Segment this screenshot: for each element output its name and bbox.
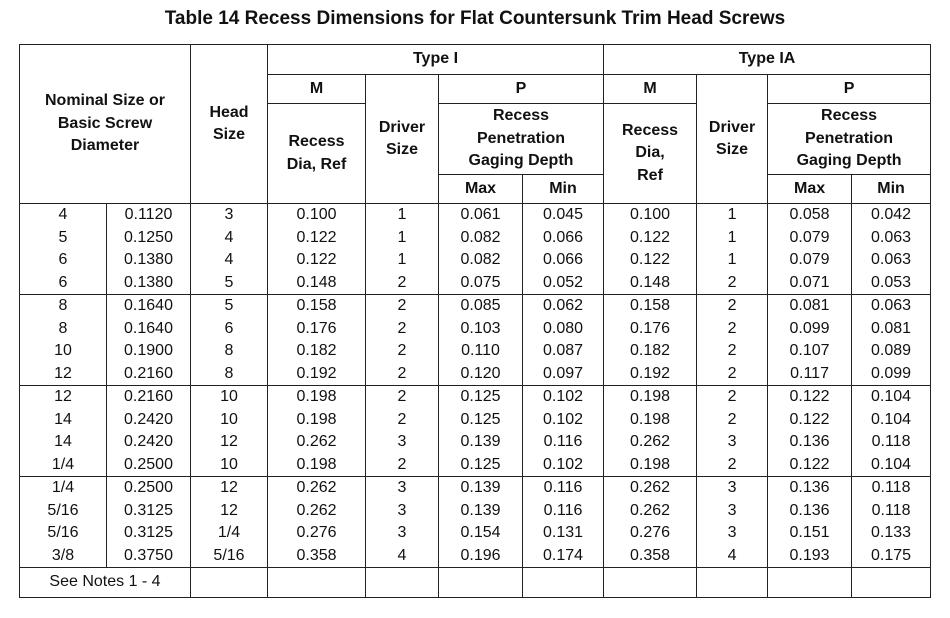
basic-diameter-value: 0.1250 — [124, 228, 173, 246]
basic-diameter-value: 0.3125 — [124, 524, 173, 541]
nominal-size-value: 14 — [54, 410, 72, 428]
head-size-value: 12 — [220, 479, 238, 496]
type-ia-driver-size-value: 1 — [727, 251, 737, 268]
type-ia-pen-min-value: 0.063 — [871, 228, 912, 246]
type-ia-pen-max-value: 0.058 — [789, 206, 830, 223]
type-ia-driver-size-value: 2 — [727, 388, 737, 405]
type-i-recess-dia-cell — [268, 204, 366, 295]
type-i-pen-min-value: 0.102 — [542, 455, 584, 473]
type-i-recess-dia-value: 0.100 — [296, 206, 337, 223]
type-i-pen-min-value: 0.097 — [542, 364, 584, 382]
head-size-cell — [191, 386, 268, 477]
type-ia-recess-dia-value: 0.358 — [630, 546, 671, 564]
nominal-size-value: 3/8 — [51, 546, 75, 564]
type-i-pen-max-value: 0.196 — [460, 546, 501, 564]
type-i-driver-size-value: 1 — [397, 228, 407, 246]
head-size-value: 8 — [224, 364, 234, 382]
type-i-recess-dia-value: 0.276 — [296, 524, 337, 541]
basic-diameter-cell — [107, 204, 191, 295]
head-size-value: 10 — [220, 455, 238, 473]
header-type-ia-m: M — [604, 75, 697, 104]
basic-diameter-value: 0.2500 — [124, 479, 173, 496]
type-ia-driver-size-value: 1 — [727, 228, 737, 246]
head-size-value: 6 — [224, 319, 234, 337]
basic-diameter-value: 0.1120 — [124, 206, 173, 223]
table-body — [20, 45, 931, 598]
table-row-group — [20, 477, 931, 568]
head-size-value: 5 — [224, 297, 234, 314]
type-i-driver-size-value: 2 — [397, 319, 407, 337]
header-type-ia-min: Min — [852, 175, 931, 204]
head-size-value: 3 — [224, 206, 234, 223]
head-size-value: 4 — [224, 228, 234, 246]
type-ia-driver-size-value: 3 — [727, 433, 737, 450]
head-size-cell — [191, 204, 268, 295]
type-ia-recess-dia-value: 0.198 — [630, 410, 671, 428]
type-i-driver-size-value: 1 — [397, 206, 407, 223]
type-ia-recess-dia-value: 0.158 — [630, 297, 671, 314]
type-i-driver-size-cell — [366, 204, 439, 295]
type-ia-recess-dia-value: 0.182 — [630, 342, 671, 359]
type-ia-pen-max-value: 0.079 — [789, 251, 830, 268]
type-ia-pen-min-value: 0.063 — [871, 251, 912, 268]
header-type-i-recess-penetration: Recess Penetration Gaging Depth — [439, 104, 604, 175]
header-type-ia-driver-size: Driver Size — [697, 75, 768, 204]
type-i-pen-min-value: 0.174 — [542, 546, 584, 564]
type-i-recess-dia-cell — [268, 477, 366, 568]
type-ia-pen-min-value: 0.104 — [871, 455, 912, 473]
type-ia-recess-dia-cell — [604, 386, 697, 477]
type-ia-driver-size-value: 2 — [727, 364, 737, 382]
type-i-pen-min-value: 0.087 — [542, 342, 584, 359]
type-i-recess-dia-value: 0.262 — [296, 501, 337, 519]
nominal-size-value: 6 — [58, 251, 68, 268]
type-i-recess-dia-cell — [268, 386, 366, 477]
type-ia-pen-max-cell — [768, 477, 852, 568]
type-ia-pen-max-value: 0.117 — [790, 364, 829, 382]
head-size-cell — [191, 295, 268, 386]
basic-diameter-value: 0.1640 — [124, 319, 173, 337]
nominal-size-cell — [20, 204, 107, 295]
head-size-value: 12 — [220, 433, 238, 450]
type-i-recess-dia-value: 0.198 — [296, 455, 337, 473]
type-ia-recess-dia-value: 0.176 — [630, 319, 671, 337]
type-ia-driver-size-cell — [697, 204, 768, 295]
type-i-pen-min-value: 0.116 — [543, 433, 583, 450]
type-i-driver-size-value: 3 — [397, 524, 407, 541]
type-ia-pen-min-cell — [852, 295, 931, 386]
type-ia-pen-max-cell — [768, 386, 852, 477]
empty-cell — [852, 568, 931, 598]
table-row-group — [20, 386, 931, 477]
empty-cell — [439, 568, 523, 598]
empty-cell — [268, 568, 366, 598]
type-ia-pen-min-value: 0.053 — [871, 273, 912, 291]
basic-diameter-value: 0.2160 — [124, 364, 173, 382]
type-ia-driver-size-cell — [697, 295, 768, 386]
type-i-recess-dia-value: 0.262 — [296, 433, 337, 450]
type-ia-pen-min-value: 0.104 — [871, 410, 912, 428]
head-size-value: 5/16 — [213, 546, 245, 564]
type-i-pen-max-cell — [439, 295, 523, 386]
empty-cell — [768, 568, 852, 598]
type-i-pen-max-cell — [439, 477, 523, 568]
type-ia-pen-max-value: 0.122 — [789, 410, 830, 428]
type-ia-driver-size-cell — [697, 477, 768, 568]
type-ia-pen-min-value: 0.063 — [871, 297, 912, 314]
head-size-value: 4 — [224, 251, 234, 268]
nominal-size-cell — [20, 295, 107, 386]
type-i-pen-min-value: 0.045 — [542, 206, 584, 223]
nominal-size-value: 4 — [58, 206, 68, 223]
type-ia-driver-size-value: 2 — [727, 342, 737, 359]
type-ia-driver-size-value: 4 — [727, 546, 737, 564]
type-ia-pen-max-value: 0.193 — [789, 546, 830, 564]
basic-diameter-value: 0.2500 — [124, 455, 173, 473]
type-i-driver-size-value: 2 — [397, 297, 407, 314]
type-i-driver-size-cell — [366, 295, 439, 386]
type-i-driver-size-value: 1 — [397, 251, 407, 268]
empty-cell — [191, 568, 268, 598]
type-ia-pen-min-cell — [852, 386, 931, 477]
header-type-i-p: P — [439, 75, 604, 104]
type-i-driver-size-value: 4 — [397, 546, 407, 564]
type-i-recess-dia-value: 0.182 — [296, 342, 337, 359]
type-i-recess-dia-value: 0.198 — [296, 410, 337, 428]
type-ia-pen-max-value: 0.136 — [789, 501, 830, 519]
type-i-pen-max-value: 0.082 — [460, 251, 501, 268]
empty-cell — [697, 568, 768, 598]
head-size-value: 10 — [220, 410, 238, 428]
type-i-pen-min-value: 0.116 — [543, 501, 583, 519]
table-title: Table 14 Recess Dimensions for Flat Countersunk Trim Head Screws — [164, 8, 786, 29]
type-ia-recess-dia-value: 0.192 — [630, 364, 671, 382]
type-ia-driver-size-value: 3 — [727, 479, 737, 496]
type-i-pen-max-value: 0.125 — [460, 388, 501, 405]
type-ia-pen-max-value: 0.099 — [789, 319, 830, 337]
type-ia-pen-min-value: 0.089 — [871, 342, 912, 359]
basic-diameter-value: 0.1380 — [124, 251, 173, 268]
header-type-i: Type I — [268, 45, 604, 75]
type-i-driver-size-value: 2 — [397, 388, 407, 405]
type-i-pen-max-value: 0.154 — [460, 524, 501, 541]
nominal-size-value: 5 — [58, 228, 68, 246]
header-type-i-min: Min — [523, 175, 604, 204]
empty-cell — [523, 568, 604, 598]
basic-diameter-value: 0.1380 — [124, 273, 173, 291]
head-size-value: 10 — [220, 388, 238, 405]
type-ia-pen-max-value: 0.107 — [789, 342, 830, 359]
nominal-size-cell — [20, 477, 107, 568]
type-i-driver-size-value: 2 — [397, 410, 407, 428]
header-type-i-m: M — [268, 75, 366, 104]
type-i-recess-dia-value: 0.198 — [296, 388, 337, 405]
basic-diameter-value: 0.2420 — [124, 410, 173, 428]
empty-cell — [366, 568, 439, 598]
type-i-pen-max-value: 0.110 — [461, 342, 500, 359]
type-ia-recess-dia-value: 0.198 — [630, 388, 671, 405]
type-ia-pen-min-value: 0.133 — [871, 524, 912, 541]
type-i-driver-size-value: 2 — [397, 273, 407, 291]
head-size-value: 1/4 — [217, 524, 241, 541]
type-ia-pen-min-value: 0.099 — [871, 364, 912, 382]
type-ia-recess-dia-value: 0.122 — [630, 251, 671, 268]
type-i-pen-max-value: 0.082 — [460, 228, 501, 246]
type-i-driver-size-value: 3 — [397, 501, 407, 519]
type-ia-driver-size-value: 3 — [727, 524, 737, 541]
nominal-size-value: 1/4 — [51, 455, 75, 473]
type-ia-pen-max-value: 0.136 — [789, 433, 830, 450]
type-i-recess-dia-value: 0.192 — [296, 364, 337, 382]
type-ia-driver-size-value: 2 — [727, 273, 737, 291]
basic-diameter-value: 0.3125 — [124, 501, 173, 519]
type-ia-driver-size-value: 2 — [727, 297, 737, 314]
type-ia-pen-max-cell — [768, 295, 852, 386]
type-ia-pen-min-cell — [852, 477, 931, 568]
type-i-pen-max-value: 0.120 — [460, 364, 501, 382]
type-i-recess-dia-value: 0.262 — [296, 479, 337, 496]
type-i-pen-min-value: 0.066 — [542, 251, 584, 268]
head-size-value: 12 — [220, 501, 238, 519]
table-row-group — [20, 295, 931, 386]
type-i-pen-max-value: 0.139 — [460, 479, 501, 496]
type-ia-recess-dia-value: 0.148 — [630, 273, 671, 291]
type-ia-pen-max-value: 0.071 — [789, 273, 830, 291]
type-i-pen-max-value: 0.139 — [460, 433, 501, 450]
notes-text: See Notes 1 - 4 — [20, 568, 191, 598]
type-i-pen-min-value: 0.102 — [542, 410, 584, 428]
basic-diameter-value: 0.2160 — [124, 388, 173, 405]
nominal-size-value: 12 — [54, 388, 72, 405]
type-ia-driver-size-value: 2 — [727, 410, 737, 428]
type-ia-driver-size-value: 2 — [727, 319, 737, 337]
type-i-pen-min-cell — [523, 204, 604, 295]
type-ia-pen-min-cell — [852, 204, 931, 295]
type-i-pen-min-value: 0.131 — [542, 524, 584, 541]
type-ia-pen-min-value: 0.118 — [871, 479, 911, 496]
type-ia-pen-max-value: 0.122 — [789, 455, 830, 473]
type-i-recess-dia-value: 0.158 — [296, 297, 337, 314]
recess-dimensions-table — [19, 44, 931, 598]
type-i-driver-size-value: 3 — [397, 479, 407, 496]
type-i-pen-max-cell — [439, 386, 523, 477]
type-ia-recess-dia-cell — [604, 295, 697, 386]
type-i-pen-min-value: 0.080 — [542, 319, 584, 337]
header-type-ia-p: P — [768, 75, 931, 104]
type-ia-driver-size-cell — [697, 386, 768, 477]
type-ia-pen-min-value: 0.118 — [871, 433, 911, 450]
type-ia-pen-max-value: 0.081 — [789, 297, 830, 314]
type-ia-recess-dia-value: 0.122 — [630, 228, 671, 246]
basic-diameter-value: 0.3750 — [124, 546, 173, 564]
nominal-size-value: 6 — [58, 273, 68, 291]
type-i-pen-min-value: 0.062 — [542, 297, 584, 314]
type-i-recess-dia-value: 0.176 — [296, 319, 337, 337]
type-i-recess-dia-value: 0.122 — [296, 251, 337, 268]
type-ia-driver-size-value: 1 — [727, 206, 737, 223]
type-ia-pen-max-cell — [768, 204, 852, 295]
type-ia-pen-min-value: 0.175 — [871, 546, 912, 564]
type-i-driver-size-cell — [366, 386, 439, 477]
type-ia-recess-dia-value: 0.198 — [630, 455, 671, 473]
type-ia-pen-min-value: 0.042 — [871, 206, 912, 223]
header-type-i-max: Max — [439, 175, 523, 204]
basic-diameter-value: 0.2420 — [124, 433, 173, 450]
type-i-driver-size-value: 2 — [397, 342, 407, 359]
type-i-pen-min-cell — [523, 295, 604, 386]
type-i-pen-max-value: 0.125 — [460, 455, 501, 473]
nominal-size-value: 14 — [54, 433, 72, 450]
type-i-pen-min-value: 0.066 — [542, 228, 584, 246]
header-type-ia: Type IA — [604, 45, 931, 75]
type-i-pen-min-value: 0.116 — [543, 479, 583, 496]
type-ia-pen-min-value: 0.104 — [871, 388, 912, 405]
type-ia-recess-dia-value: 0.262 — [630, 433, 671, 450]
type-i-recess-dia-value: 0.148 — [296, 273, 337, 291]
type-i-pen-max-value: 0.061 — [460, 206, 501, 223]
type-ia-recess-dia-value: 0.276 — [630, 524, 671, 541]
type-ia-recess-dia-value: 0.262 — [630, 501, 671, 519]
basic-diameter-cell — [107, 386, 191, 477]
nominal-size-value: 5/16 — [47, 501, 79, 519]
head-size-value: 8 — [224, 342, 234, 359]
header-type-ia-max: Max — [768, 175, 852, 204]
type-i-pen-max-value: 0.125 — [460, 410, 501, 428]
nominal-size-value: 10 — [54, 342, 72, 359]
type-ia-driver-size-value: 3 — [727, 501, 737, 519]
type-i-recess-dia-value: 0.358 — [296, 546, 337, 564]
type-ia-recess-dia-value: 0.100 — [630, 206, 671, 223]
nominal-size-cell — [20, 386, 107, 477]
basic-diameter-cell — [107, 295, 191, 386]
nominal-size-value: 8 — [58, 319, 68, 337]
type-i-driver-size-cell — [366, 477, 439, 568]
type-i-pen-max-value: 0.139 — [460, 501, 501, 519]
type-i-recess-dia-cell — [268, 295, 366, 386]
basic-diameter-value: 0.1900 — [124, 342, 173, 359]
basic-diameter-value: 0.1640 — [124, 297, 173, 314]
nominal-size-value: 12 — [54, 364, 72, 382]
type-i-pen-min-cell — [523, 386, 604, 477]
type-i-pen-max-value: 0.075 — [460, 273, 501, 291]
type-ia-pen-max-value: 0.151 — [789, 524, 830, 541]
basic-diameter-cell — [107, 477, 191, 568]
type-i-driver-size-value: 3 — [397, 433, 407, 450]
header-type-i-driver-size: Driver Size — [366, 75, 439, 204]
type-i-pen-min-value: 0.102 — [542, 388, 584, 405]
type-i-driver-size-value: 2 — [397, 455, 407, 473]
head-size-cell — [191, 477, 268, 568]
head-size-value: 5 — [224, 273, 234, 291]
nominal-size-value: 1/4 — [51, 479, 75, 496]
header-type-ia-recess-dia: Recess Dia, Ref — [604, 104, 697, 204]
type-ia-recess-dia-cell — [604, 204, 697, 295]
type-ia-pen-max-value: 0.079 — [789, 228, 830, 246]
type-ia-driver-size-value: 2 — [727, 455, 737, 473]
type-i-pen-max-value: 0.085 — [460, 297, 501, 314]
type-i-recess-dia-value: 0.122 — [296, 228, 337, 246]
notes-row — [20, 568, 931, 598]
type-i-pen-max-cell — [439, 204, 523, 295]
table-row-group — [20, 204, 931, 295]
header-type-ia-recess-penetration: Recess Penetration Gaging Depth — [768, 104, 931, 175]
type-ia-pen-max-value: 0.136 — [789, 479, 830, 496]
type-ia-recess-dia-cell — [604, 477, 697, 568]
type-ia-recess-dia-value: 0.262 — [630, 479, 671, 496]
header-type-i-recess-dia: Recess Dia, Ref — [268, 104, 366, 204]
type-i-driver-size-value: 2 — [397, 364, 407, 382]
header-nominal-size: Nominal Size or Basic Screw Diameter — [20, 45, 191, 204]
type-ia-pen-min-value: 0.081 — [871, 319, 912, 337]
empty-cell — [604, 568, 697, 598]
type-i-pen-max-value: 0.103 — [460, 319, 501, 337]
type-i-pen-min-cell — [523, 477, 604, 568]
header-head-size: Head Size — [191, 45, 268, 204]
nominal-size-value: 5/16 — [47, 524, 79, 541]
type-i-pen-min-value: 0.052 — [542, 273, 584, 291]
nominal-size-value: 8 — [58, 297, 68, 314]
type-ia-pen-min-value: 0.118 — [871, 501, 911, 519]
type-ia-pen-max-value: 0.122 — [789, 388, 830, 405]
